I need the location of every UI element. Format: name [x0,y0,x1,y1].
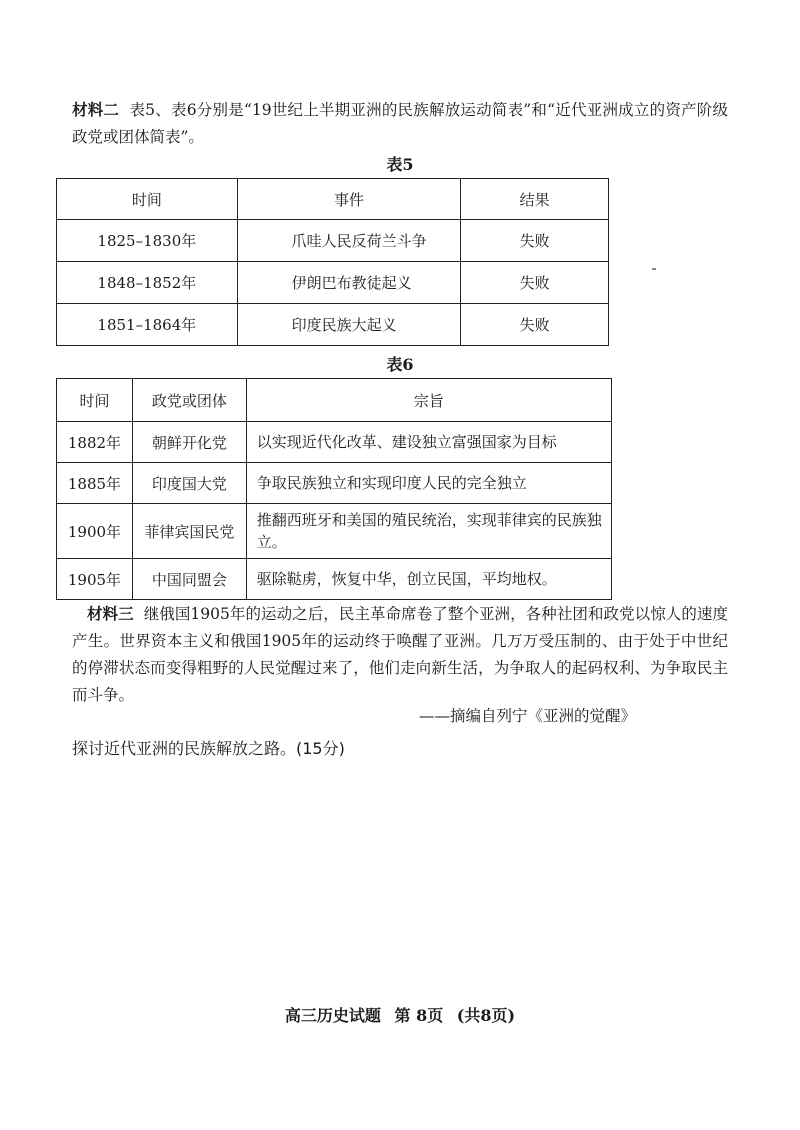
table-6-cell-party: 中国同盟会 [132,559,246,600]
table-5-cell-time: 1848–1852年 [57,262,238,304]
table-5-cell-event: 爪哇人民反荷兰斗争 [237,220,461,262]
table-5 [56,178,609,346]
table-5-header-time: 时间 [57,179,238,220]
table-row [57,463,612,504]
table-5-cell-time: 1851–1864年 [57,304,238,346]
table-6-header-aim: 宗旨 [246,379,611,422]
table-6-caption: 表6 [386,355,414,374]
table-6-cell-party: 菲律宾国民党 [132,504,246,559]
material-three-tag: 材料三 [86,604,134,623]
table-5-cell-time: 1825–1830年 [57,220,238,262]
material-three-text: 继俄国1905年的运动之后，民主革命席卷了整个亚洲，各种社团和政党以惊人的速度产生。世界资本主义和俄国1905年的运动终于唤醒了亚洲。几万万受压制的、由于处于中世纪的停滞状态而变得粗野的人民觉醒过来了，他们走向新生活，为争取人的起码权利、为争取民主而斗争。 [72,605,728,704]
scan-speck [652,268,656,270]
question-prompt: 探讨近代亚洲的民族解放之路。(15分) [72,739,345,758]
footer-page-number: 第 8页 [394,1006,444,1025]
source-citation: ——摘编自列宁《亚洲的觉醒》 [418,707,636,725]
table-6-cell-aim: 以实现近代化改革、建设独立富强国家为目标 [246,422,611,463]
table-5-header-event: 事件 [237,179,461,220]
table-5-cell-event: 印度民族大起义 [237,304,461,346]
table-5-header-result: 结果 [461,179,609,220]
table-6-cell-time: 1882年 [57,422,133,463]
table-6-cell-party: 印度国大党 [132,463,246,504]
table-5-cell-result: 失败 [461,262,609,304]
table-6-cell-aim: 推翻西班牙和美国的殖民统治，实现菲律宾的民族独立。 [246,504,611,559]
material-three-paragraph [72,600,728,709]
footer-page-total: (共8页) [456,1006,516,1025]
table-6-cell-time: 1905年 [57,559,133,600]
table-6-cell-time: 1885年 [57,463,133,504]
table-row [57,504,612,559]
table-5-caption: 表5 [386,155,414,174]
table-row [57,422,612,463]
table-5-header-row [57,179,609,220]
table-row [57,262,609,304]
table-6-header-party: 政党或团体 [132,379,246,422]
material-two-text: 表5、表6分别是“19世纪上半期亚洲的民族解放运动简表”和“近代亚洲成立的资产阶级政党或团体简表”。 [72,101,728,146]
material-two-paragraph [72,96,728,151]
table-row [57,559,612,600]
table-6-header-time: 时间 [57,379,133,422]
table-6-cell-party: 朝鲜开化党 [132,422,246,463]
table-6-cell-time: 1900年 [57,504,133,559]
table-row [57,304,609,346]
table-6 [56,378,612,600]
table-6-cell-aim: 驱除鞑虏，恢复中华，创立民国，平均地权。 [246,559,611,600]
table-5-cell-event: 伊朗巴布教徒起义 [237,262,461,304]
table-6-header-row [57,379,612,422]
table-row [57,220,609,262]
footer-title: 高三历史试题 [284,1006,381,1025]
material-two-tag: 材料二 [72,100,120,119]
table-6-cell-aim: 争取民族独立和实现印度人民的完全独立 [246,463,611,504]
table-5-cell-result: 失败 [461,220,609,262]
page-footer [0,1003,800,1026]
table-5-cell-result: 失败 [461,304,609,346]
